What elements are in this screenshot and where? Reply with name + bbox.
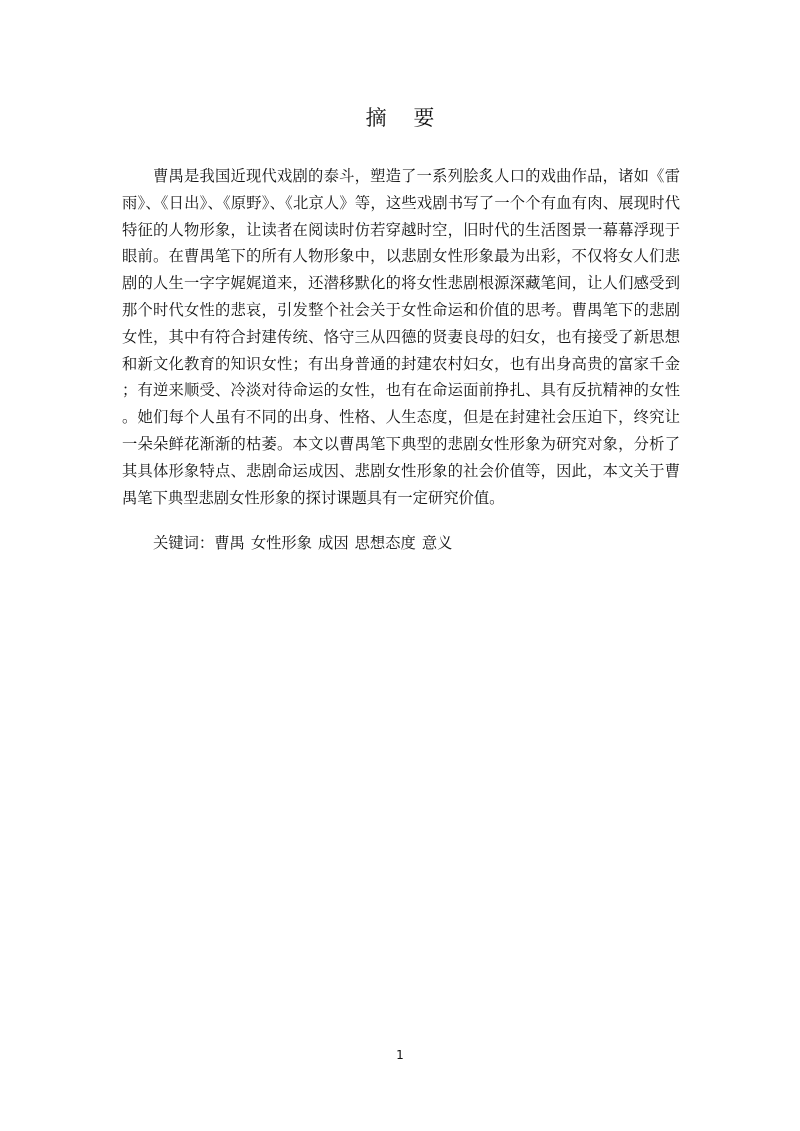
keyword: 女性形象 <box>250 534 313 552</box>
abstract-title: 摘 要 <box>365 106 445 130</box>
keyword: 曹禺 <box>214 534 245 552</box>
keyword: 意义 <box>421 534 453 552</box>
keyword: 思想态度 <box>354 534 416 552</box>
page-number: 1 <box>396 1048 404 1062</box>
keywords-line <box>153 530 458 556</box>
keyword: 成因 <box>318 534 349 552</box>
keywords-label: 关键词： <box>153 534 215 552</box>
abstract-paragraph: 曹禺是我国近现代戏剧的泰斗，塑造了一系列脍炙人口的戏曲作品，诸如《雷雨》、《日出》、《原野》、《北京人》等，这些戏剧书写了一个个有血有肉、展现时代特征的人物形象，让读者在阅读时仿若穿越时空，旧时代的生活图景一幕幕浮现于眼前。在曹禺笔下的所有人物形象中，以悲剧女性形象最为出彩，不仅将女人们悲剧的人生一字字娓娓道来，还潜移默化的将女性悲剧根源深藏笔间，让人们感受到那个时代女性的悲哀，引发整个社会关于女性命运和价值的思考。曹禺笔下的悲剧女性，其中有符合封建传统、恪守三从四德的贤妻良母的妇女，也有接受了新思想和新文化教育的知识女性；有出身普通的封建农村妇女，也有出身高贵的富家千金；有逆来顺受、冷淡对待命运的女性，也有在命运面前挣扎、具有反抗精神的女性。她们每个人虽有不同的出身、性格、人生态度，但是在封建社会压迫下，终究让一朵朵鲜花渐渐的枯萎。本文以曹禺笔下典型的悲剧女性形象为研究对象，分析了其具体形象特点、悲剧命运成因、悲剧女性形象的社会价值等，因此，本文关于曹禺笔下典型悲剧女性形象的探讨课题具有一定研究价值。 <box>122 167 680 507</box>
